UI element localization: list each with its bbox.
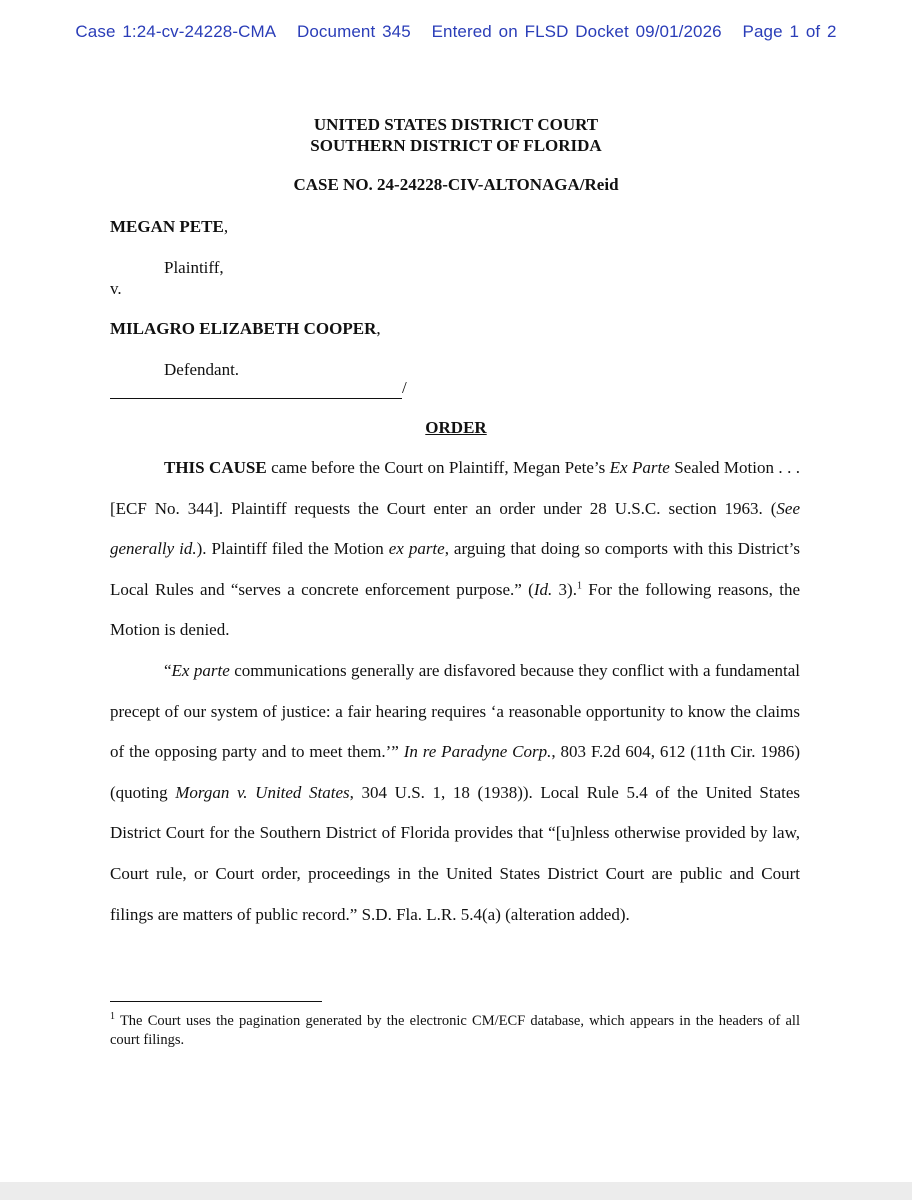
footnote-number: 1	[110, 1011, 115, 1023]
paragraph-1-italic: Id.	[533, 579, 553, 599]
defendant-line: MILAGRO ELIZABETH COOPER,	[110, 319, 381, 338]
header-entered-date: Entered on FLSD Docket 09/01/2026	[431, 22, 722, 41]
court-name-line2: SOUTHERN DISTRICT OF FLORIDA	[310, 136, 602, 155]
court-name-line1: UNITED STATES DISTRICT COURT	[313, 115, 599, 134]
caption-slash: /	[402, 378, 407, 397]
paragraph-1	[110, 448, 800, 651]
plaintiff-line: MEGAN PETE,	[110, 217, 229, 236]
paragraph-1-text: Sealed Motion . . . [ECF No. 344]. Plaintiff requests the Court enter an order under 28 U.S.C. section 1963. (	[110, 458, 800, 518]
docket-header	[0, 22, 912, 42]
footnote	[110, 1012, 800, 1050]
header-document-number: Document 345	[296, 22, 411, 41]
paragraph-1-text: 3).	[552, 579, 577, 599]
case-citation: In re Paradyne Corp.	[403, 742, 552, 762]
paragraph-1-text: came before the Court on Plaintiff, Megan Pete’s	[266, 458, 610, 477]
paragraph-1-text: , arguing that doing so comports with this District’s Local Rules and “serves a concrete enforcement purpose.” (	[110, 539, 801, 599]
caption-rule	[110, 378, 402, 399]
paragraph-2-text: , 803 F.2d 604, 612 (11th Cir. 1986) (quoting	[110, 742, 801, 802]
defendant-name: MILAGRO ELIZABETH COOPER	[110, 319, 377, 338]
paragraph-1-italic: Ex Parte	[609, 458, 670, 477]
paragraph-2-text: communications generally are disfavored because they conflict with a fundamental precept of our system of justice: a fair hearing requires ‘a reasonable opportunity to know the claims of the opposing party and to meet them.’”	[110, 661, 800, 762]
paragraph-1-italic: See generally id.	[110, 498, 800, 559]
paragraph-1-italic: ex parte	[388, 539, 445, 559]
footnote-divider	[110, 1001, 322, 1002]
footnote-reference[interactable]: 1	[576, 580, 582, 592]
plaintiff-role: Plaintiff,	[164, 258, 224, 277]
versus: v.	[110, 279, 122, 298]
header-case-number: Case 1:24-cv-24228-CMA	[75, 22, 277, 41]
paragraph-1-text: ). Plaintiff filed the Motion	[196, 539, 389, 559]
defendant-role: Defendant.	[164, 360, 240, 379]
paragraph-2-italic: Ex parte	[171, 661, 230, 680]
header-page-number: Page 1 of 2	[742, 22, 837, 41]
court-name	[0, 114, 912, 156]
paragraph-2	[110, 651, 800, 935]
plaintiff-name: MEGAN PETE	[110, 217, 224, 236]
paragraph-2-text: “	[164, 661, 172, 680]
case-number-heading: CASE NO. 24-24228-CIV-ALTONAGA/Reid	[293, 175, 619, 194]
order-title: ORDER	[425, 418, 487, 437]
footnote-text: The Court uses the pagination generated by the electronic CM/ECF database, which appears in the headers of all court filings.	[110, 1013, 800, 1048]
paragraph-1-text: For the following reasons, the Motion is denied.	[110, 579, 801, 640]
this-cause-lead: THIS CAUSE	[164, 458, 267, 477]
case-citation: Morgan v. United States	[175, 782, 350, 802]
paragraph-2-text: , 304 U.S. 1, 18 (1938)). Local Rule 5.4 of the United States District Court for the Southern District of Florida provides that “[u]nless otherwise provided by law, Court rule, or Court order, proceedings in the United States District Court are public and Court filings are matters of public record.” S.D. Fla. L.R. 5.4(a) (alteration added).	[110, 782, 800, 924]
